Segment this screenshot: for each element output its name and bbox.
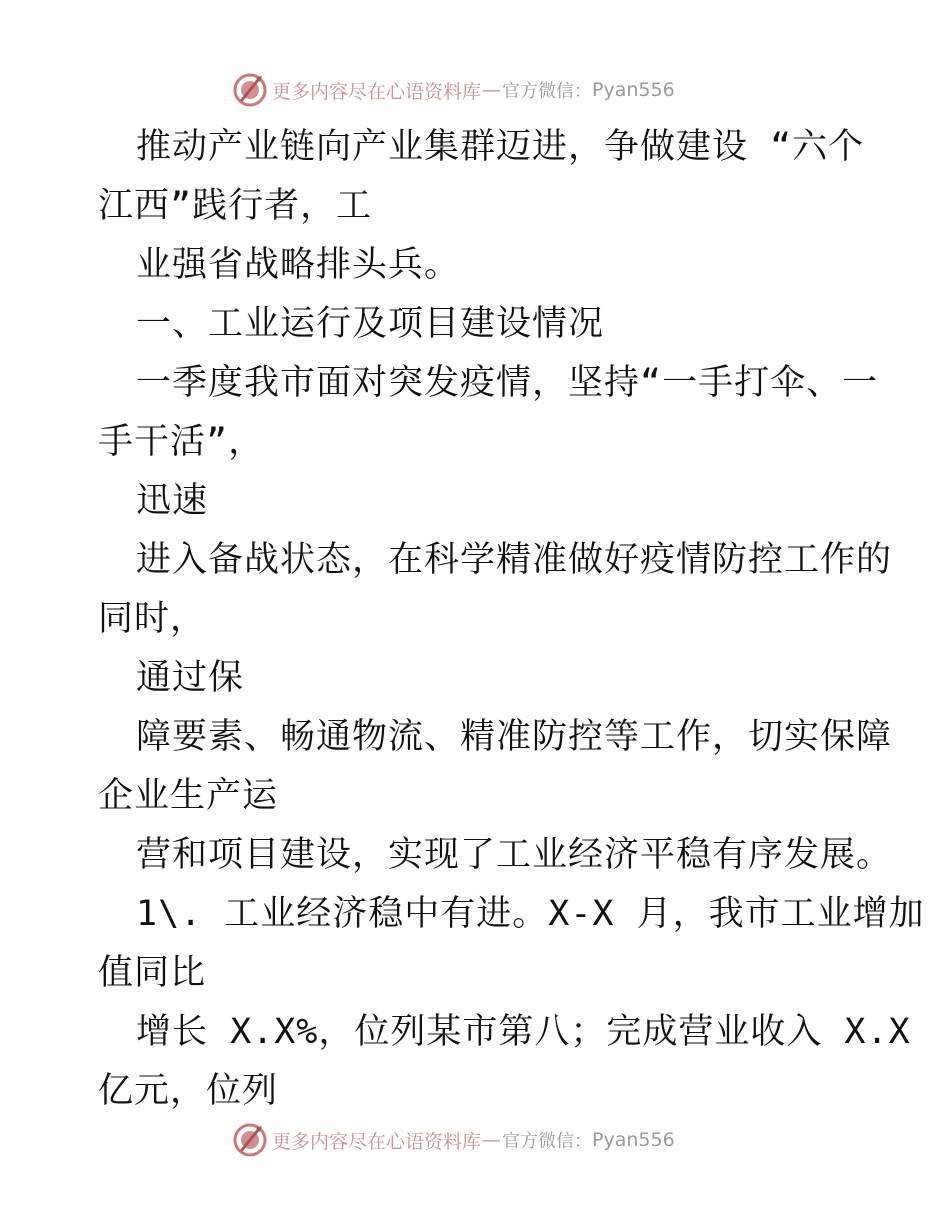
- text-line: 迅速: [136, 481, 209, 521]
- text-line: 一季度我市面对突发疫情，坚持“一手打伞、一: [136, 363, 879, 403]
- text-line: 同时，: [98, 599, 207, 639]
- watermark-header: [232, 70, 675, 110]
- text-line: 业强省战略排头兵。: [136, 245, 461, 285]
- watermark-site-text: 更多内容尽在心语资料库: [272, 80, 482, 103]
- text-line: 值同比: [98, 953, 207, 993]
- watermark-wechat-handle: Pyan556: [592, 1129, 675, 1151]
- brand-logo-icon: [232, 1122, 268, 1158]
- text-line: 进入备战状态，在科学精准做好疫情防控工作的: [136, 540, 893, 580]
- text-line: 1\. 工业经济稳中有进。X-X 月，我市工业增加: [136, 894, 925, 934]
- watermark-footer: [232, 1120, 675, 1160]
- text-line: 增长 X.X%，位列某市第八；完成营业收入 X.X: [136, 1012, 911, 1052]
- watermark-separator: —: [482, 79, 502, 101]
- text-line: 亿元，位列: [98, 1071, 279, 1111]
- text-line: 通过保: [136, 658, 245, 698]
- text-line: 手干活”，: [98, 422, 265, 462]
- text-line: 推动产业链向产业集群迈进，争做建设 “六个: [136, 127, 865, 167]
- watermark-wechat-label: 官方微信：: [502, 81, 593, 102]
- watermark-wechat-label: 官方微信：: [502, 1131, 593, 1152]
- text-line: 障要素、畅通物流、精准防控等工作，切实保障: [136, 717, 893, 757]
- watermark-site-text: 更多内容尽在心语资料库: [272, 1130, 482, 1153]
- watermark-wechat-handle: Pyan556: [592, 79, 675, 101]
- brand-logo-icon: [232, 72, 268, 108]
- text-line: 江西”践行者，工: [98, 186, 373, 226]
- section-heading: 一、工业运行及项目建设情况: [136, 304, 605, 344]
- text-line: 企业生产运: [98, 776, 279, 816]
- watermark-separator: —: [482, 1129, 502, 1151]
- text-line: 营和项目建设，实现了工业经济平稳有序发展。: [136, 835, 893, 875]
- document-body: [98, 118, 925, 1121]
